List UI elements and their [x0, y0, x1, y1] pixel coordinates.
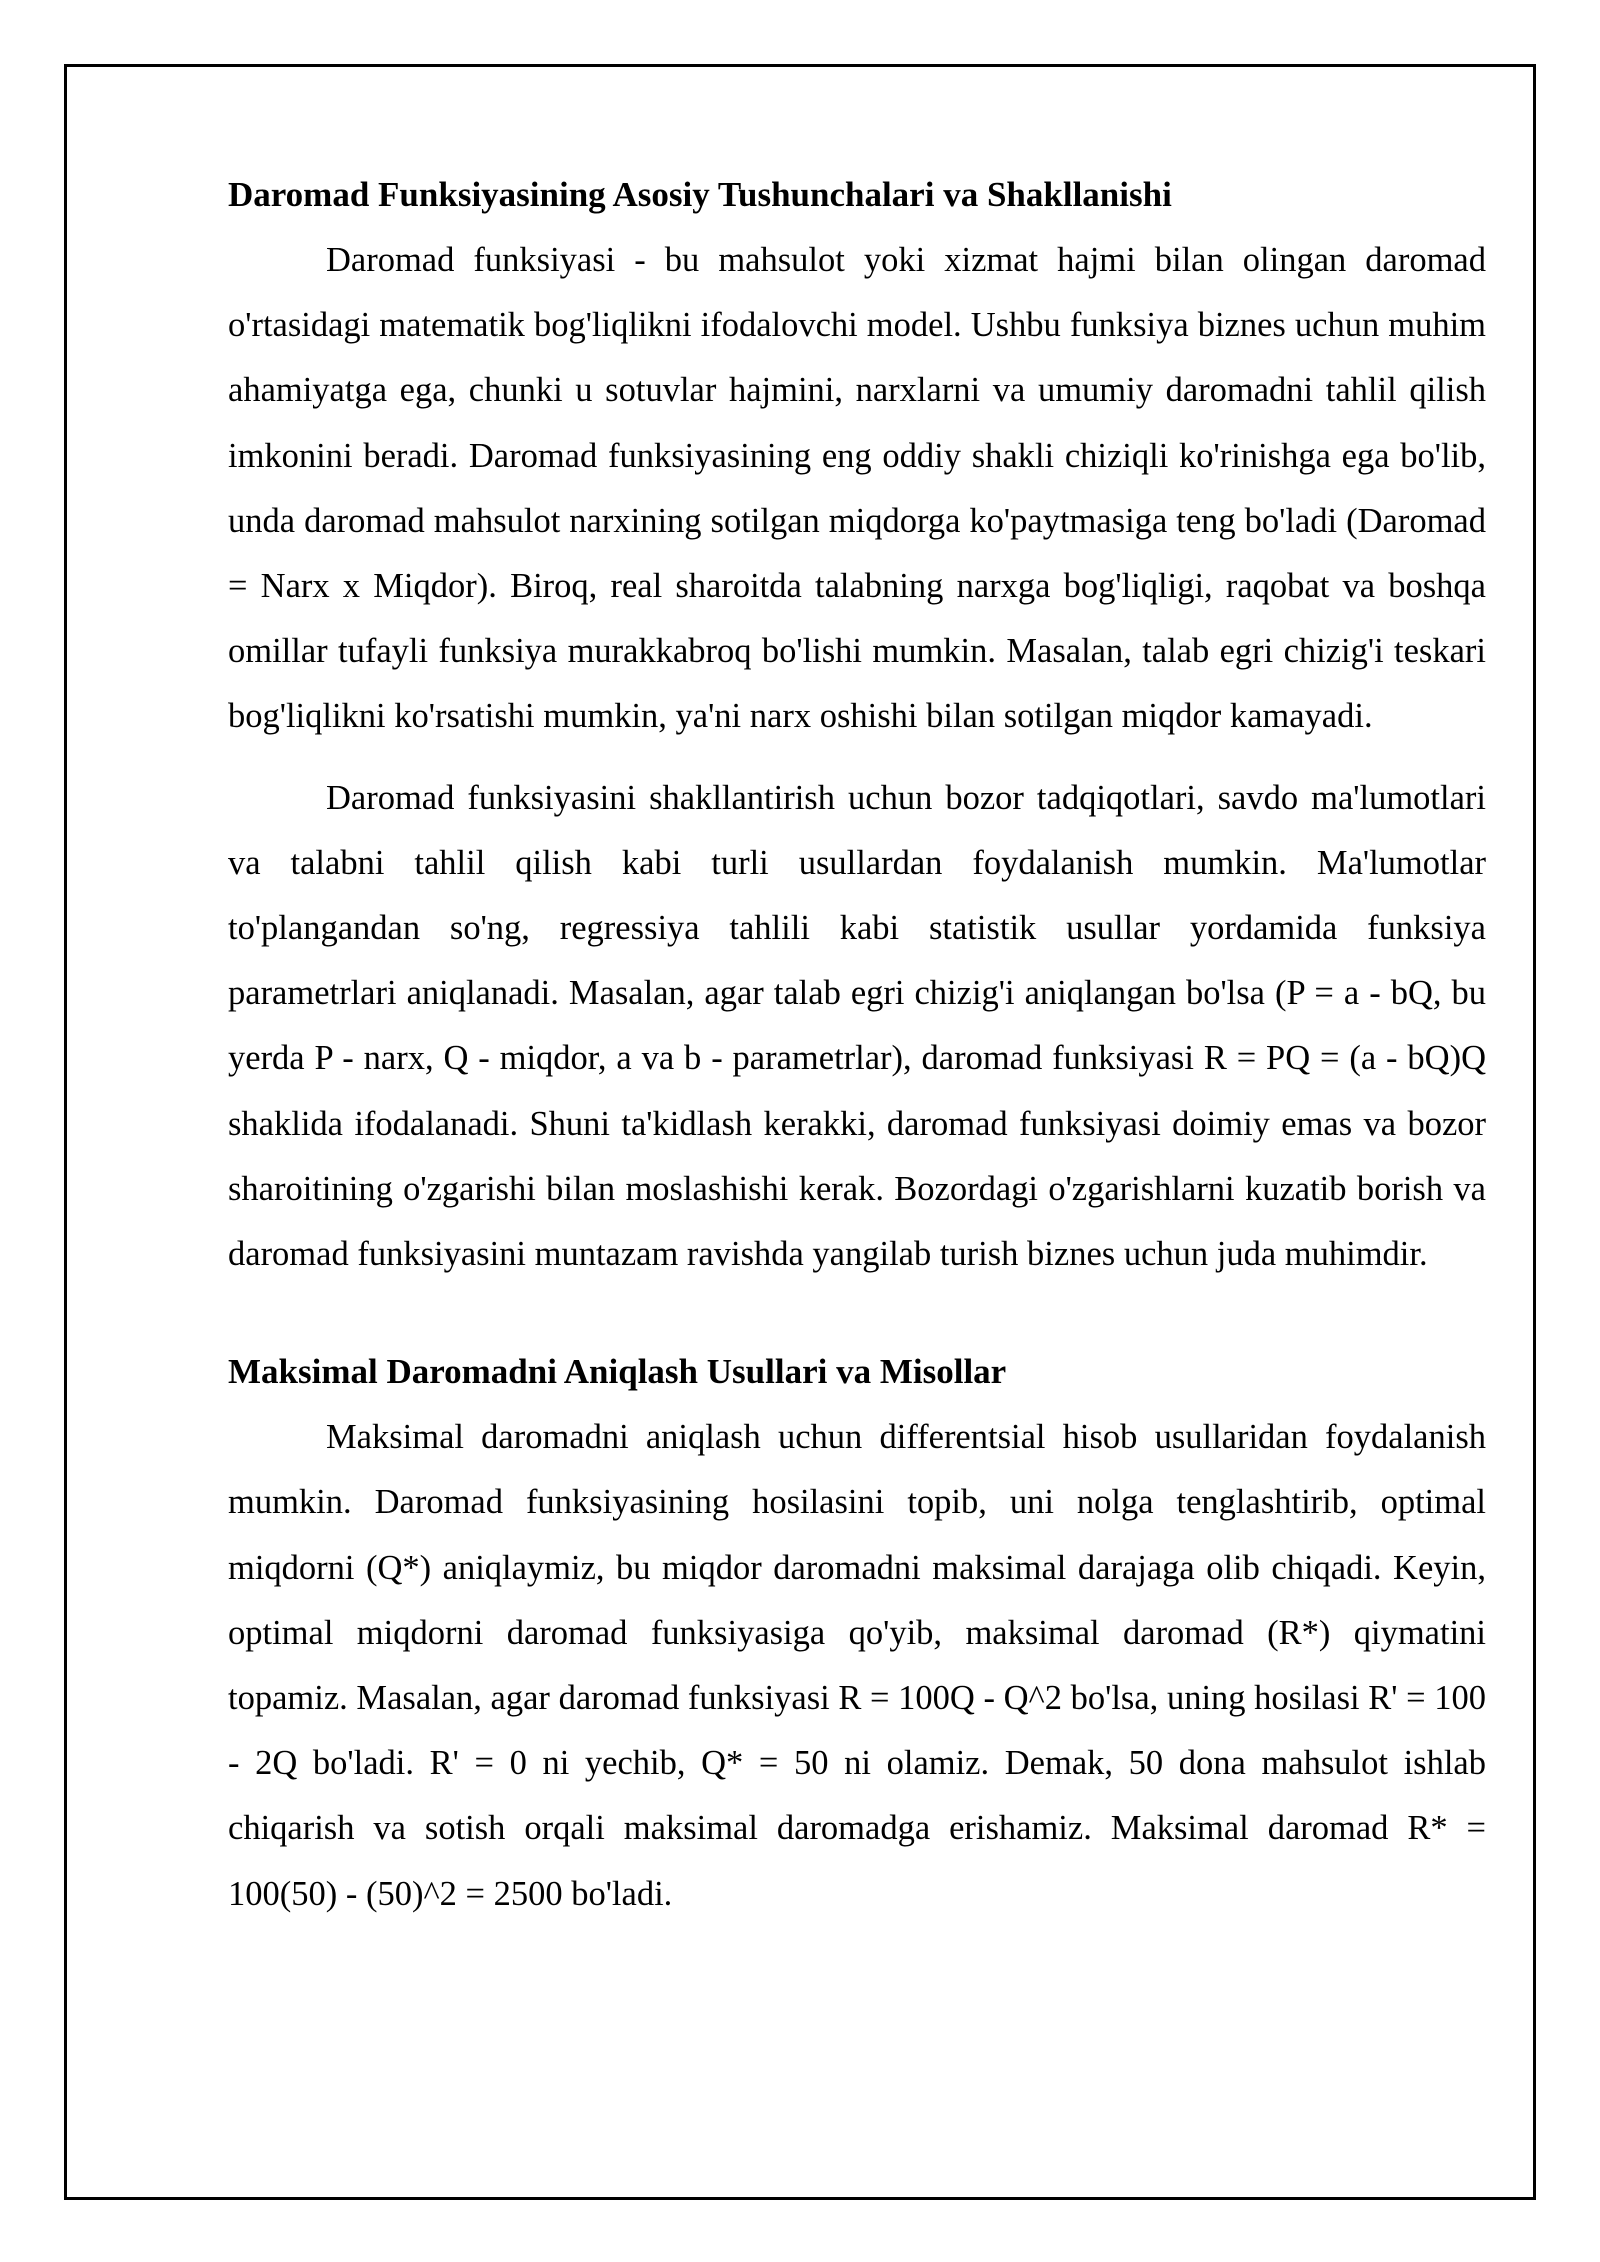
section-heading-revenue-function: Daromad Funksiyasining Asosiy Tushunchalari va Shakllanishi [228, 175, 1172, 214]
paragraph-revenue-formation: Daromad funksiyasini shakllantirish uchun bozor tadqiqotlari, savdo ma'lumotlari va talabni tahlil qilish kabi turli usullardan foydalanish mumkin. Ma'lumotlar to'plangandan so'ng, regressiya tahlili kabi statistik usullar yordamida funksiya parametrlari aniqlanadi. Masalan, agar talab egri chizig'i aniqlangan bo'lsa (P = a - bQ, bu yerda P - narx, Q - miqdor, a va b - parametrlar), daromad funksiyasi R = PQ = (a - bQ)Q shaklida ifodalanadi. Shuni ta'kidlash kerakki, daromad funksiyasi doimiy emas va bozor sharoitining o'zgarishi bilan moslashishi kerak. Bozordagi o'zgarishlarni kuzatib borish va daromad funksiyasini muntazam ravishda yangilab turish biznes uchun juda muhimdir. [228, 778, 1486, 1274]
section-heading-max-revenue: Maksimal Daromadni Aniqlash Usullari va Misollar [228, 1352, 1007, 1392]
paragraph-revenue-definition: Daromad funksiyasi - bu mahsulot yoki xizmat hajmi bilan olingan daromad o'rtasidagi matematik bog'liqlikni ifodalovchi model. Ushbu funksiya biznes uchun muhim ahamiyatga ega, chunki u sotuvlar hajmini, narxlarni va umumiy daromadni tahlil qilish imkonini beradi. Daromad funksiyasining eng oddiy shakli chiziqli ko'rinishga ega bo'lib, unda daromad mahsulot narxining sotilgan miqdorga ko'paytmasiga teng bo'ladi (Daromad = Narx x Miqdor). Biroq, real sharoitda talabning narxga bog'liqligi, raqobat va boshqa omillar tufayli funksiya murakkabroq bo'lishi mumkin. Masalan, talab egri chizig'i teskari bog'liqlikni ko'rsatishi mumkin, ya'ni narx oshishi bilan sotilgan miqdor kamayadi. [228, 241, 1486, 736]
paragraph-max-revenue-method: Maksimal daromadni aniqlash uchun differentsial hisob usullaridan foydalanish mumkin. Daromad funksiyasining hosilasini topib, uni nolga tenglashtirib, optimal miqdorni (Q*) aniqlaymiz, bu miqdor daromadni maksimal darajaga olib chiqadi. Keyin, optimal miqdorni daromad funksiyasiga qo'yib, maksimal daromad (R*) qiymatini topamiz. Masalan, agar daromad funksiyasi R = 100Q - Q^2 bo'lsa, uning hosilasi R' = 100 - 2Q bo'ladi. R' = 0 ni yechib, Q* = 50 ni olamiz. Demak, 50 dona mahsulot ishlab chiqarish va sotish orqali maksimal daromadga erishamiz. Maksimal daromad R* = 100(50) - (50)^2 = 2500 bo'ladi. [228, 1418, 1486, 1913]
document-body [228, 172, 1486, 1943]
